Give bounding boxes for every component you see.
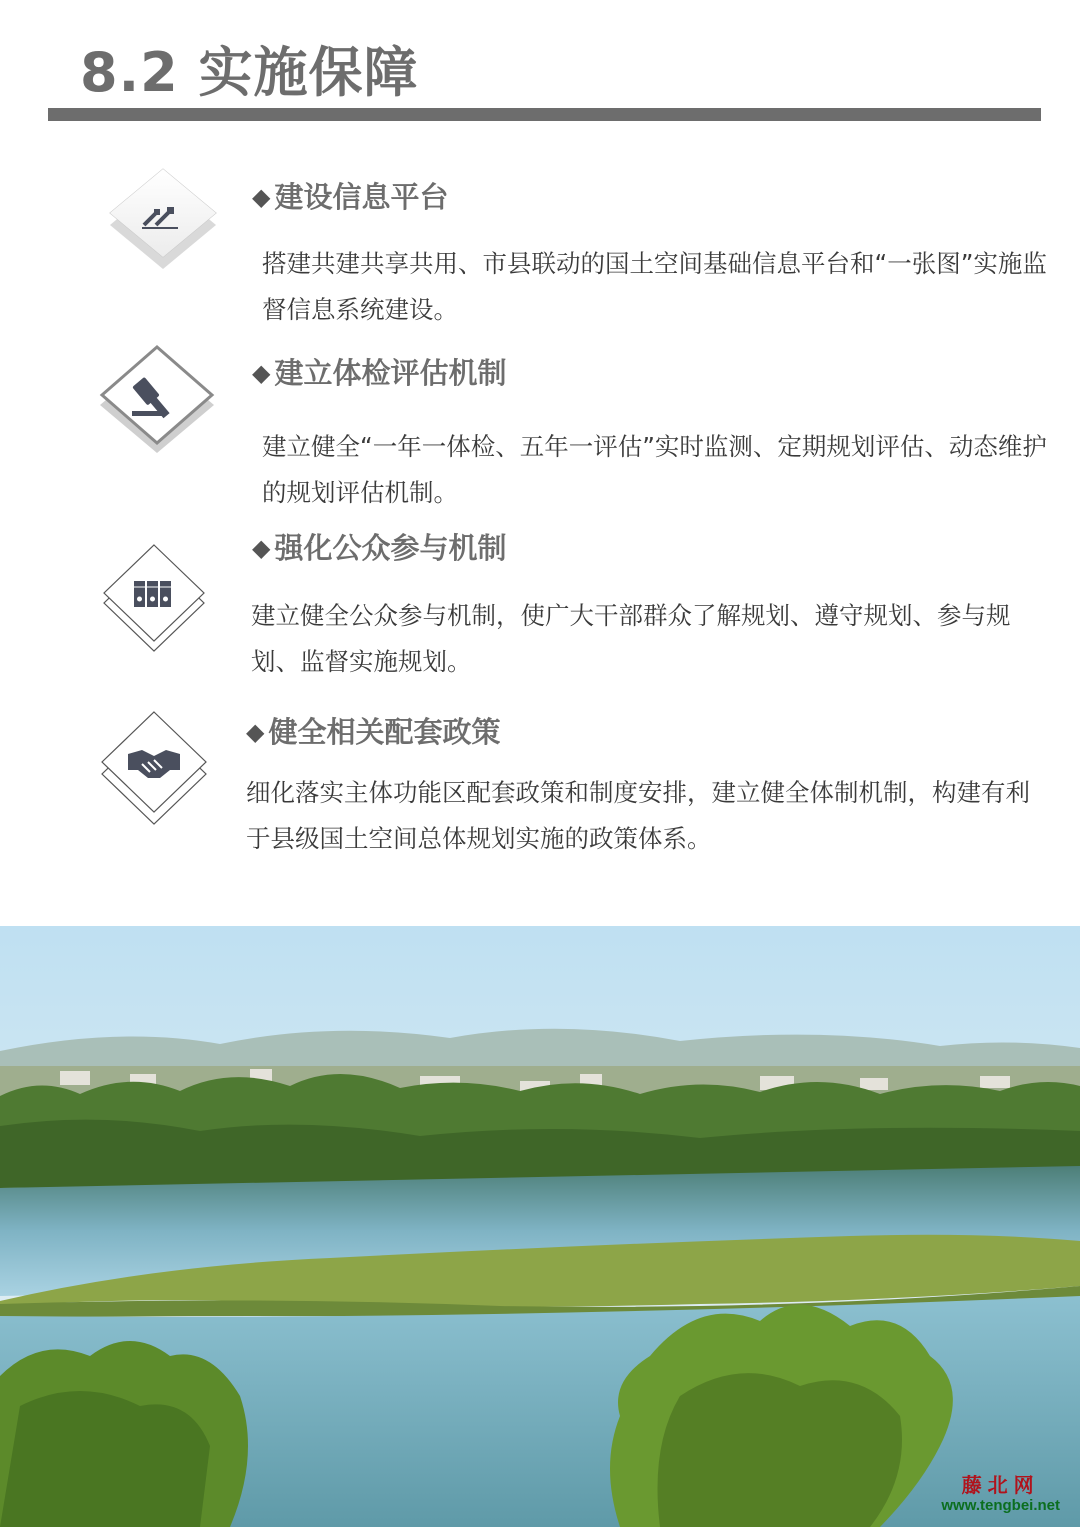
- section-heading-text: 健全相关配套政策: [268, 715, 501, 749]
- section-heading-text: 建设信息平台: [274, 180, 449, 214]
- section-heading-text: 强化公众参与机制: [274, 531, 507, 565]
- watermark: [941, 1473, 1060, 1515]
- title-underline-bar: [48, 108, 1041, 121]
- bullet-diamond: ◆: [252, 183, 271, 211]
- bullet-diamond: ◆: [246, 718, 265, 746]
- section-heading-platform: [252, 177, 448, 219]
- section-body-policy: 细化落实主体功能区配套政策和制度安排，建立健全体制机制，构建有利于县级国土空间总体规划实施的政策体系。: [246, 778, 1030, 853]
- section-body-platform: 搭建共建共享共用、市县联动的国土空间基础信息平台和“一张图”实施监督信息系统建设。: [262, 249, 1047, 324]
- page-title: 8.2 实施保障: [80, 41, 419, 104]
- bullet-diamond: ◆: [252, 359, 271, 387]
- watermark-url: www.tengbei.net: [941, 1497, 1060, 1514]
- gavel-icon: [92, 341, 222, 471]
- river-landscape-photo: [0, 926, 1080, 1527]
- section-body-participation: 建立健全公众参与机制，使广大干部群众了解规划、遵守规划、参与规划、监督实施规划。: [251, 601, 1011, 676]
- bullet-diamond: ◆: [252, 534, 271, 562]
- section-heading-participation: [252, 528, 506, 570]
- section-heading-text: 建立体检评估机制: [274, 356, 507, 390]
- section-body-assessment: 建立健全“一年一体检、五年一评估”实时监测、定期规划评估、动态维护的规划评估机制。: [262, 432, 1047, 507]
- handshake-icon: [90, 704, 220, 834]
- rising-arrows-icon: [98, 163, 228, 293]
- section-heading-assessment: [252, 353, 506, 395]
- watermark-site-name: 藤北网: [961, 1473, 1040, 1497]
- binders-icon: [90, 537, 220, 667]
- section-heading-policy: [246, 712, 500, 754]
